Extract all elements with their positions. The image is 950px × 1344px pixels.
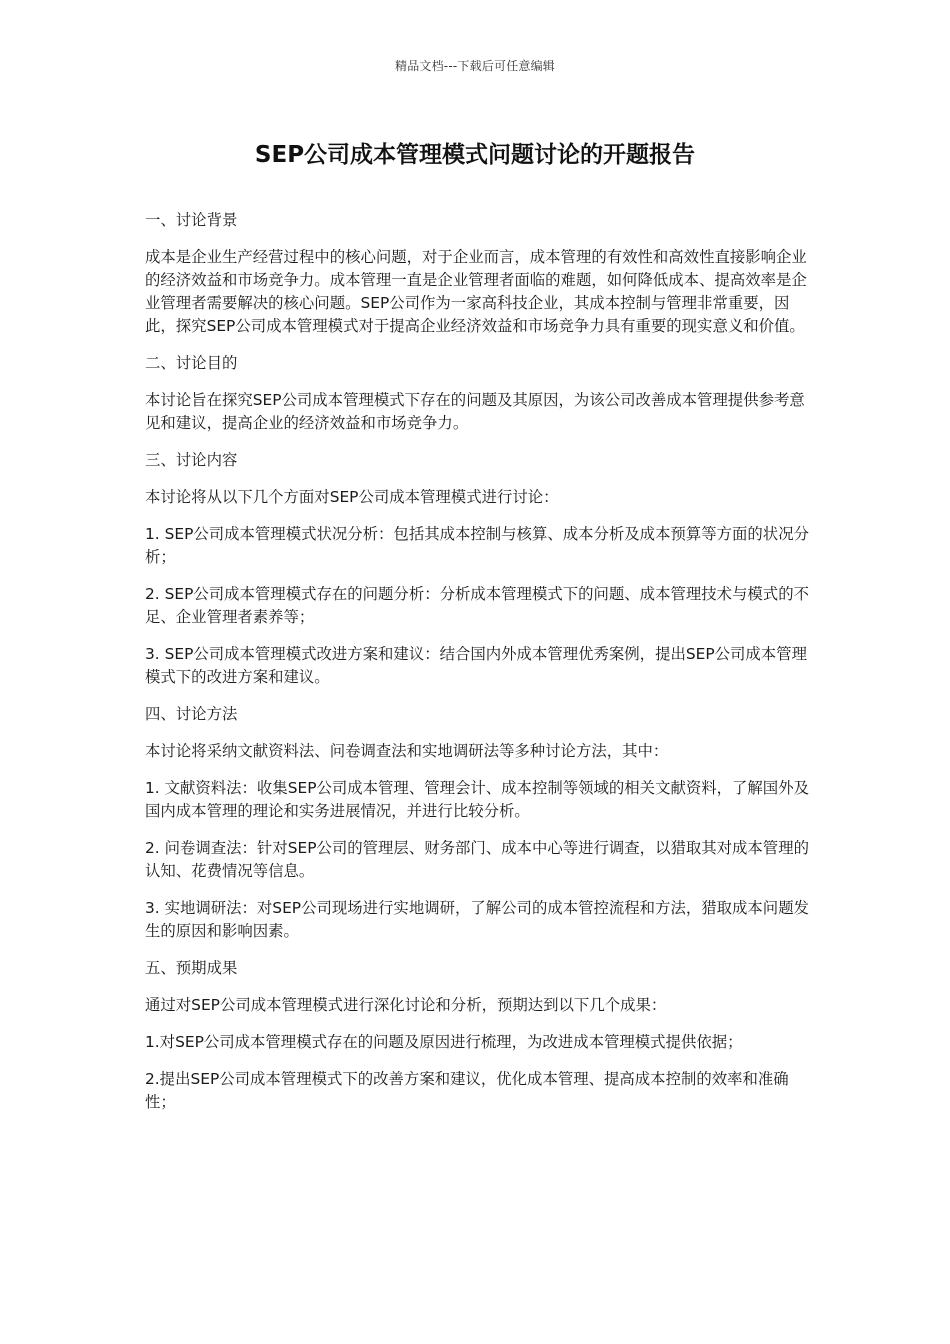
content-item-3: 3. SEP公司成本管理模式改进方案和建议：结合国内外成本管理优秀案例，提出SEP公司成本管理模式下的改进方案和建议。 bbox=[145, 645, 807, 686]
section-heading-purpose: 二、讨论目的 bbox=[145, 354, 238, 372]
content-item-1: 1. SEP公司成本管理模式状况分析：包括其成本控制与核算、成本分析及成本预算等方面的状况分析； bbox=[145, 525, 809, 566]
document-title: SEP公司成本管理模式问题讨论的开题报告 bbox=[254, 142, 696, 168]
method-item-3: 3. 实地调研法：对SEP公司现场进行实地调研，了解公司的成本管控流程和方法，猎取成本问题发生的原因和影响因素。 bbox=[145, 899, 809, 940]
section-heading-results: 五、预期成果 bbox=[145, 959, 238, 977]
results-item-1: 1.对SEP公司成本管理模式存在的问题及原因进行梳理，为改进成本管理模式提供依据； bbox=[145, 1033, 743, 1051]
content-item-2: 2. SEP公司成本管理模式存在的问题分析：分析成本管理模式下的问题、成本管理技术与模式的不足、企业管理者素养等； bbox=[145, 585, 809, 626]
section-heading-content: 三、讨论内容 bbox=[145, 451, 238, 469]
method-item-1: 1. 文献资料法：收集SEP公司成本管理、管理会计、成本控制等领域的相关文献资料，了解国外及国内成本管理的理论和实务进展情况，并进行比较分析。 bbox=[145, 779, 809, 820]
method-intro-paragraph: 本讨论将采纳文献资料法、问卷调查法和实地调研法等多种讨论方法，其中： bbox=[145, 742, 669, 760]
results-intro-paragraph: 通过对SEP公司成本管理模式进行深化讨论和分析，预期达到以下几个成果： bbox=[145, 996, 667, 1014]
document-body bbox=[145, 209, 811, 1128]
method-item-2: 2. 问卷调查法：针对SEP公司的管理层、财务部门、成本中心等进行调查，以猎取其对成本管理的认知、花费情况等信息。 bbox=[145, 839, 809, 880]
results-item-2: 2.提出SEP公司成本管理模式下的改善方案和建议，优化成本管理、提高成本控制的效率和准确性； bbox=[145, 1070, 789, 1111]
header-note: 精品文档---下载后可任意编辑 bbox=[395, 59, 555, 73]
content-intro-paragraph: 本讨论将从以下几个方面对SEP公司成本管理模式进行讨论： bbox=[145, 488, 559, 506]
section-heading-background: 一、讨论背景 bbox=[145, 211, 238, 229]
background-paragraph: 成本是企业生产经营过程中的核心问题，对于企业而言，成本管理的有效性和高效性直接影响企业的经济效益和市场竞争力。成本管理一直是企业管理者面临的难题，如何降低成本、提高效率是企业管理者需要解决的核心问题。SEP公司作为一家高科技企业，其成本控制与管理非常重要，因此，探究SEP公司成本管理模式对于提高企业经济效益和市场竞争力具有重要的现实意义和价值。 bbox=[145, 248, 807, 335]
section-heading-method: 四、讨论方法 bbox=[145, 705, 238, 723]
purpose-paragraph: 本讨论旨在探究SEP公司成本管理模式下存在的问题及其原因，为该公司改善成本管理提供参考意见和建议，提高企业的经济效益和市场竞争力。 bbox=[145, 391, 805, 432]
